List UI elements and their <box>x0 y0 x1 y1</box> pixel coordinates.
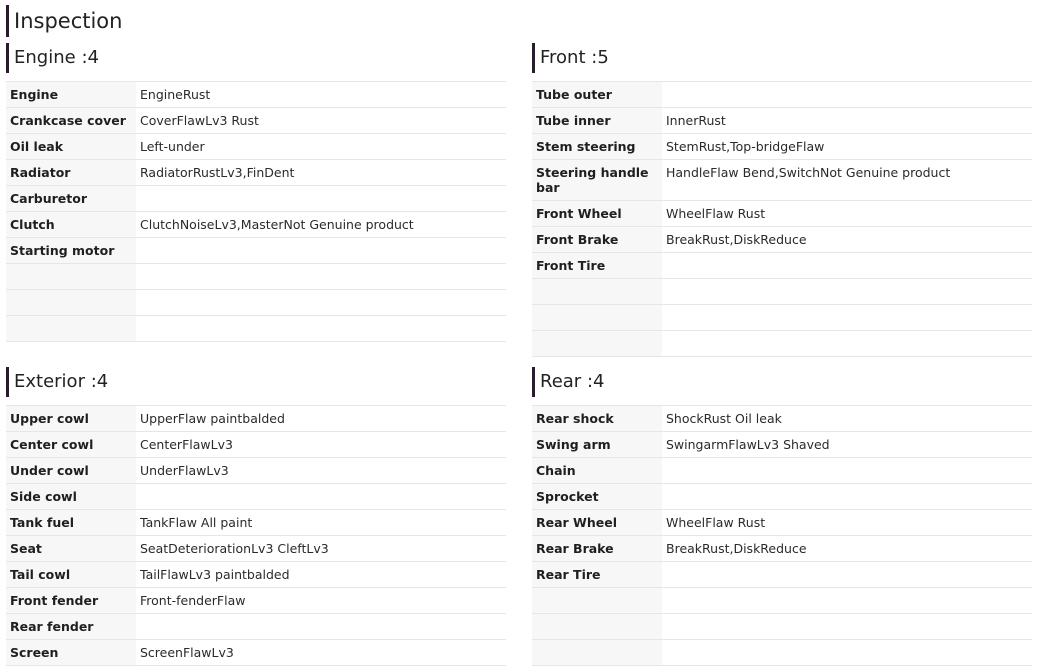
row-label: Side cowl <box>6 484 136 510</box>
table-row <box>6 588 506 614</box>
row-label <box>6 264 136 290</box>
table-row <box>6 562 506 588</box>
table-row <box>532 432 1032 458</box>
row-label: Starting motor <box>6 238 136 264</box>
row-label: Rear Brake <box>532 536 662 562</box>
table-row <box>6 134 506 160</box>
table-row <box>6 614 506 640</box>
table-row <box>532 536 1032 562</box>
row-label: Engine <box>6 82 136 108</box>
rear-section-heading <box>532 367 1032 397</box>
table-row <box>532 227 1032 253</box>
row-label: Front Wheel <box>532 201 662 227</box>
table-row <box>6 108 506 134</box>
rear-section-count: :4 <box>586 371 605 392</box>
row-label: Rear fender <box>6 614 136 640</box>
row-label: Front Tire <box>532 253 662 279</box>
row-value: ShockRust Oil leak <box>662 406 1032 432</box>
row-label: Front Brake <box>532 227 662 253</box>
table-row <box>532 82 1032 108</box>
table-row <box>532 305 1032 331</box>
row-value: CoverFlawLv3 Rust <box>136 108 506 134</box>
table-row <box>532 484 1032 510</box>
row-label: Rear Tire <box>532 562 662 588</box>
row-label: Carburetor <box>6 186 136 212</box>
row-value <box>662 588 1032 614</box>
row-value <box>662 484 1032 510</box>
row-value: BreakRust,DiskReduce <box>662 227 1032 253</box>
row-label <box>532 279 662 305</box>
row-label: Center cowl <box>6 432 136 458</box>
row-label: Upper cowl <box>6 406 136 432</box>
row-label: Sprocket <box>532 484 662 510</box>
front-section-heading <box>532 43 1032 73</box>
row-value <box>136 264 506 290</box>
row-value <box>136 290 506 316</box>
row-label <box>532 331 662 357</box>
rear-table <box>532 405 1032 666</box>
table-row <box>6 406 506 432</box>
engine-section-count: :4 <box>81 47 99 68</box>
exterior-section-count: :4 <box>90 371 109 392</box>
row-value <box>136 614 506 640</box>
table-row <box>532 588 1032 614</box>
table-row <box>6 484 506 510</box>
table-row <box>532 510 1032 536</box>
engine-section-heading <box>6 43 506 73</box>
table-row <box>532 640 1032 666</box>
row-label: Seat <box>6 536 136 562</box>
row-value <box>136 238 506 264</box>
table-row <box>6 264 506 290</box>
row-value: HandleFlaw Bend,SwitchNot Genuine product <box>662 160 1032 201</box>
engine-section-title: Engine <box>14 47 76 68</box>
table-row <box>532 562 1032 588</box>
row-label: Front fender <box>6 588 136 614</box>
exterior-section <box>6 367 506 666</box>
engine-section <box>6 43 506 342</box>
row-value <box>662 305 1032 331</box>
exterior-section-title: Exterior <box>14 371 85 392</box>
table-row <box>6 458 506 484</box>
row-label: Stem steering <box>532 134 662 160</box>
front-section-count: :5 <box>591 47 609 68</box>
front-section-title: Front <box>540 47 586 68</box>
row-label: Screen <box>6 640 136 666</box>
row-value: InnerRust <box>662 108 1032 134</box>
row-value: Front-fenderFlaw <box>136 588 506 614</box>
row-value: SeatDeteriorationLv3 CleftLv3 <box>136 536 506 562</box>
row-label: Rear Wheel <box>532 510 662 536</box>
table-row <box>532 331 1032 357</box>
table-row <box>532 406 1032 432</box>
row-label: Tube inner <box>532 108 662 134</box>
row-value <box>662 614 1032 640</box>
rear-section <box>532 367 1032 666</box>
row-value <box>662 562 1032 588</box>
row-label: Radiator <box>6 160 136 186</box>
row-label: Chain <box>532 458 662 484</box>
row-value: Left-under <box>136 134 506 160</box>
row-label: Tail cowl <box>6 562 136 588</box>
table-row <box>532 201 1032 227</box>
row-value <box>136 186 506 212</box>
row-value: SwingarmFlawLv3 Shaved <box>662 432 1032 458</box>
table-row <box>6 640 506 666</box>
row-value <box>662 82 1032 108</box>
row-label: Crankcase cover <box>6 108 136 134</box>
table-row <box>532 160 1032 201</box>
row-label: Oil leak <box>6 134 136 160</box>
row-value <box>662 253 1032 279</box>
row-label: Clutch <box>6 212 136 238</box>
exterior-table <box>6 405 506 666</box>
row-value: UpperFlaw paintbalded <box>136 406 506 432</box>
table-row <box>6 186 506 212</box>
row-value <box>136 484 506 510</box>
row-label <box>6 290 136 316</box>
row-value <box>136 316 506 342</box>
table-row <box>532 614 1032 640</box>
table-row <box>532 253 1032 279</box>
row-value <box>662 640 1032 666</box>
table-row <box>6 290 506 316</box>
table-row <box>532 279 1032 305</box>
row-value <box>662 279 1032 305</box>
row-label <box>532 588 662 614</box>
row-label: Under cowl <box>6 458 136 484</box>
table-row <box>6 160 506 186</box>
row-value <box>662 458 1032 484</box>
row-value: WheelFlaw Rust <box>662 510 1032 536</box>
row-label <box>532 305 662 331</box>
engine-table <box>6 81 506 342</box>
table-row <box>532 134 1032 160</box>
row-label <box>532 614 662 640</box>
row-label: Rear shock <box>532 406 662 432</box>
row-label <box>532 640 662 666</box>
row-value: ScreenFlawLv3 <box>136 640 506 666</box>
row-value: TailFlawLv3 paintbalded <box>136 562 506 588</box>
rear-section-title: Rear <box>540 371 582 392</box>
table-row <box>6 536 506 562</box>
table-row <box>532 108 1032 134</box>
exterior-section-heading <box>6 367 506 397</box>
row-label: Tube outer <box>532 82 662 108</box>
row-value: TankFlaw All paint <box>136 510 506 536</box>
table-row <box>6 212 506 238</box>
table-row <box>6 82 506 108</box>
row-value: WheelFlaw Rust <box>662 201 1032 227</box>
page-title: Inspection <box>6 5 122 37</box>
table-row <box>6 432 506 458</box>
table-row <box>6 510 506 536</box>
row-value: ClutchNoiseLv3,MasterNot Genuine product <box>136 212 506 238</box>
row-value: CenterFlawLv3 <box>136 432 506 458</box>
row-label: Steering handle bar <box>532 160 662 201</box>
row-value: RadiatorRustLv3,FinDent <box>136 160 506 186</box>
row-label: Tank fuel <box>6 510 136 536</box>
row-value: BreakRust,DiskReduce <box>662 536 1032 562</box>
table-row <box>6 238 506 264</box>
front-section <box>532 43 1032 357</box>
front-table <box>532 81 1032 357</box>
row-label <box>6 316 136 342</box>
table-row <box>6 316 506 342</box>
table-row <box>532 458 1032 484</box>
row-value: EngineRust <box>136 82 506 108</box>
row-label: Swing arm <box>532 432 662 458</box>
row-value: StemRust,Top-bridgeFlaw <box>662 134 1032 160</box>
row-value: UnderFlawLv3 <box>136 458 506 484</box>
row-value <box>662 331 1032 357</box>
